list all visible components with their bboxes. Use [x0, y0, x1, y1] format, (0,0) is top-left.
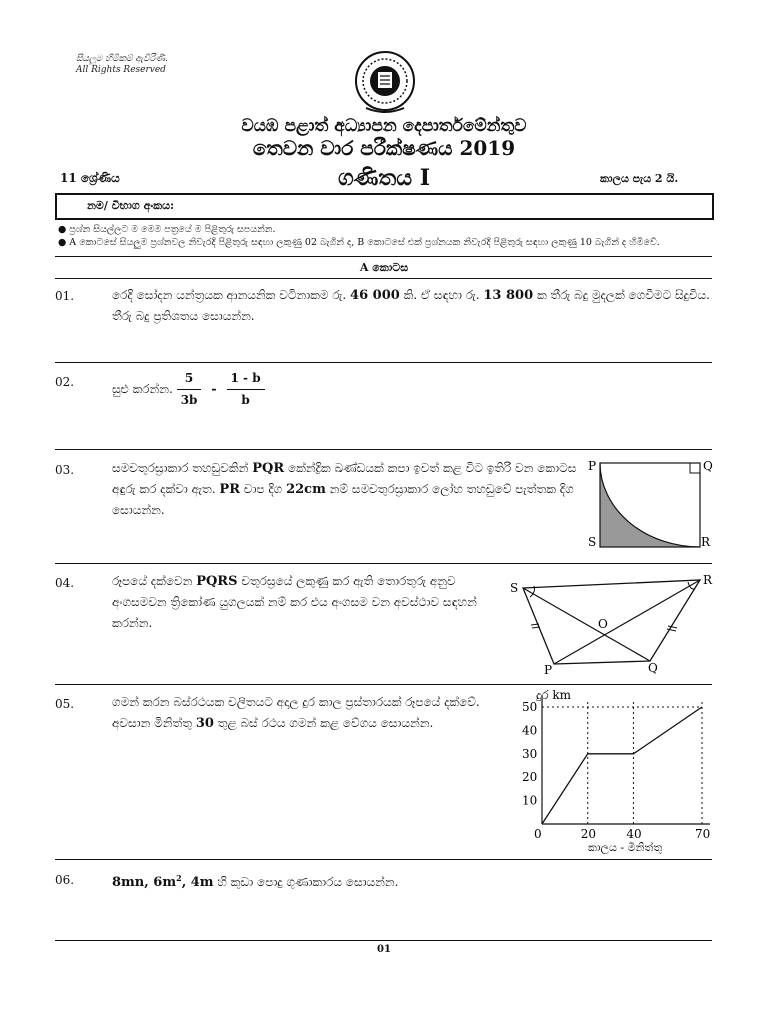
- exam-title: තෙවන වාර පරීක්ෂණය 2019: [252, 136, 516, 160]
- label-s: S: [510, 581, 519, 595]
- question-2-text: සුළු කරන්න. $\frac{5}{3b}$ - $\frac{1 - b}{b}$: [112, 368, 512, 411]
- x-tick-label: 40: [626, 827, 642, 841]
- x-tick-label: 20: [580, 827, 596, 841]
- page-number: 01: [377, 944, 391, 955]
- y-tick-label: 50: [522, 700, 538, 714]
- label-q: Q: [703, 459, 713, 473]
- y-tick-label: 20: [522, 770, 538, 785]
- label-o: O: [598, 617, 608, 631]
- y-axis-label: දුර km: [536, 688, 572, 702]
- name-index-label: නම/ විභාග අංකය:: [87, 199, 175, 212]
- rights-line-1: සියලුම හිමිකම් ඇවිරිණි.: [76, 54, 169, 64]
- question-number: 04.: [55, 576, 75, 590]
- subject-title: ගණිතය I: [337, 165, 431, 191]
- label-q: Q: [648, 661, 658, 675]
- instruction-1: ● ප්‍රශ්න සියල්ලට ම මෙම පත්‍රයේ ම පිළිතුරු සපයන්න.: [58, 224, 276, 235]
- y-tick-label: 10: [522, 793, 538, 808]
- question-number: 06.: [55, 873, 75, 887]
- distance-line: [542, 707, 702, 824]
- divider: [55, 449, 712, 450]
- label-r: R: [701, 535, 711, 549]
- divider: [55, 362, 712, 363]
- question-5-text: ගමන් කරන බස්රථයක චලිතයට අදාල දුර කාල ප්‍රස්තාරයක් රූපයේ දක්වේ. අවසාන මිනිත්තු 30 තුළ බස් රථය ගමන් කළ වේගය සොයන්න.: [112, 695, 480, 731]
- label-p: P: [544, 663, 553, 677]
- question-1-text: රෙදි සෝදන යන්ත්‍රයක ආනයනික වටිනාකම රු. 46 000 කි. ඒ සඳහා රු. 13 800 ක තීරු බදු මුදලක් ගෙවීමට සිදුවිය. තීරු බදු ප්‍රතිශතය සොයන්න.: [112, 288, 710, 323]
- divider: [55, 859, 712, 860]
- y-tick-label: 40: [522, 723, 538, 738]
- quadrilateral-diagram: [508, 570, 718, 680]
- question-6-text: 8mn, $6m^2$, 4m හි කුඩා පොදු ගුණාකාරය සොයන්න.: [112, 873, 399, 890]
- grade-label: 11 ශ්‍රේණිය: [60, 171, 120, 185]
- x-axis-label: කාලය - මිනිත්තු: [588, 841, 663, 854]
- question-number: 01.: [55, 289, 75, 303]
- instruction-2: ● A කොටසේ සියලුම ප්‍රශ්නවල නිවැරදි පිළිතුරු සඳහා ලකුණු 02 බැගින් ද, B කොටසේ එක් ප්‍රශ්නයක නිවැරදි පිළිතුරු සඳහා ලකුණු 10 බැගින් ද හිමිවේ.: [58, 237, 660, 248]
- section-title: A කොටස: [359, 261, 409, 274]
- question-4-text: රූපයේ දක්වෙන PQRS චතුරස්‍රයේ ලකුණු කර ඇති තොරතුරු අනුව අංගසමවන ත්‍රිකෝණ යුගලයක් නම් කර එය අංගසම වන අවස්ථාව සඳහන් කරන්න.: [112, 574, 477, 630]
- time-label: කාලය පැය 2 යි.: [600, 172, 679, 185]
- y-tick-label: 30: [522, 746, 538, 761]
- rights-line-2: All Rights Reserved: [76, 65, 166, 75]
- divider: [55, 278, 712, 279]
- divider: [55, 940, 712, 941]
- x-tick-label: 70: [695, 827, 711, 841]
- divider: [55, 563, 712, 564]
- name-index-field[interactable]: [55, 193, 714, 220]
- question-number: 03.: [55, 463, 75, 477]
- question-3-text: සමචතුරස්‍රාකාර තහඩුවකින් PQR කේන්ද්‍රික ඛණ්ඩයක් කපා ඉවත් කළ විට ඉතිරි වන කොටස අඳුරු කර දක්වා ඇත. PR චාප දිග 22cm නම් සමචතුරස්‍රාකාර ලෝහ තහඩුවේ පැත්තක දිග සොයන්න.: [112, 461, 577, 517]
- copyright-notice: [76, 54, 168, 76]
- fraction-2: $\frac{1 - b}{b}$: [227, 368, 265, 411]
- divider: [55, 256, 712, 257]
- label-r: R: [703, 573, 713, 587]
- label-s: S: [588, 535, 597, 549]
- fraction-1: $\frac{5}{3b}$: [177, 368, 202, 411]
- question-number: 02.: [55, 375, 75, 389]
- chart-gridlines: [542, 701, 702, 824]
- crest-logo-icon: [354, 50, 416, 114]
- distance-time-chart: [500, 684, 715, 859]
- label-p: P: [588, 459, 597, 473]
- square-sector-diagram: [585, 455, 715, 550]
- question-number: 05.: [55, 697, 75, 711]
- department-title: වයඹ පළාත් අධ්‍යාපන දෙපාර්තමේන්තුව: [241, 116, 527, 136]
- x-tick-label: 0: [534, 827, 542, 841]
